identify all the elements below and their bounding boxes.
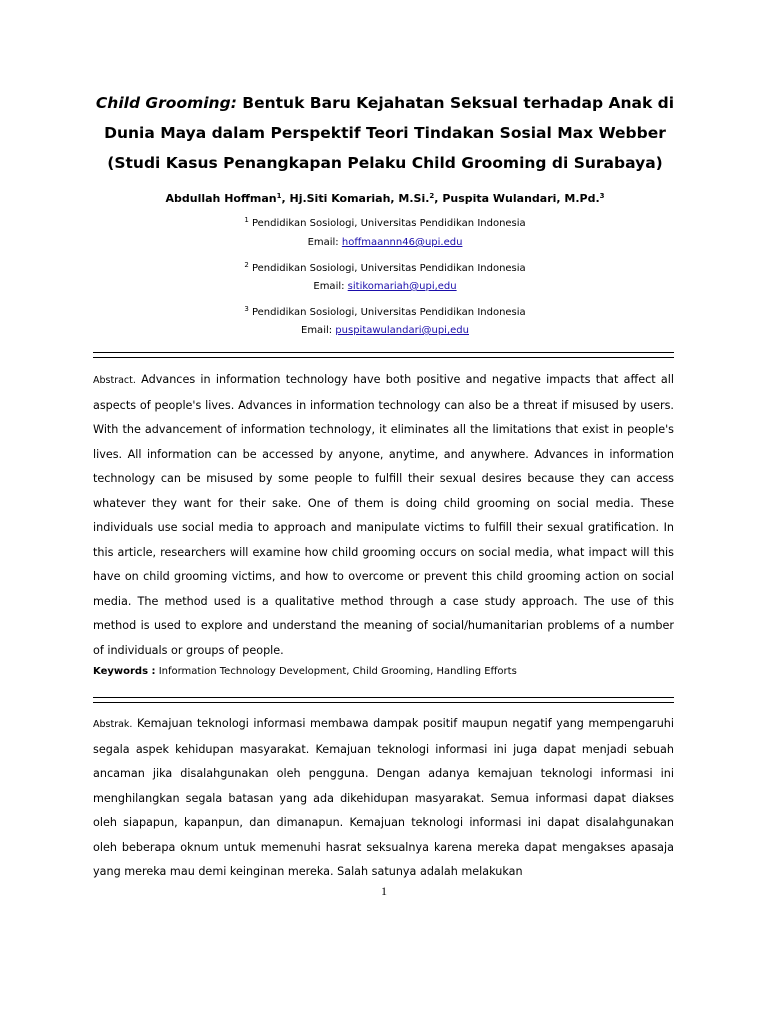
author-name: Hj.Siti Komariah, M.Si.	[289, 192, 430, 205]
email-label: Email:	[307, 237, 342, 248]
abstract-english	[93, 368, 674, 663]
email-label: Email:	[301, 325, 336, 336]
affiliation-1-email	[95, 236, 675, 250]
affiliation-marker: 3	[244, 305, 249, 313]
author-list	[95, 186, 675, 209]
abstrak-text: Kemajuan teknologi informasi membawa dampak positif maupun negatif yang mempengaruhi segala aspek kehidupan masyarakat. Kemajuan teknologi informasi ini juga dapat menjadi sebuah ancaman jika disalahgunakan oleh pengguna. Dengan adanya kemajuan teknologi informasi ini menghilangkan segala batasan yang ada dikehidupan masyarakat. Semua informasi dapat diakses oleh siapapun, kapanpun, dan dimanapun. Kemajuan teknologi informasi ini dapat disalahgunakan oleh beberapa oknum untuk memenuhi hasrat seksualnya karena mereka dapat mengakses apasaja yang mereka mau demi keinginan mereka. Salah satunya adalah melakukan	[93, 717, 674, 878]
author-name: Puspita Wulandari, M.Pd.	[442, 192, 600, 205]
affiliation-3-email	[95, 324, 675, 338]
keywords-label: Keywords :	[93, 666, 156, 677]
author-affiliation-marker: 1	[276, 192, 282, 200]
abstract-indonesian	[93, 712, 674, 885]
email-link-2[interactable]: sitikomariah@upi,edu	[347, 281, 457, 292]
email-label: Email:	[313, 281, 348, 292]
abstract-text: Advances in information technology have both positive and negative impacts that affect all aspects of people's lives. Advances in information technology can also be a threat if misused by users. With the advancement of information technology, it eliminates all the limitations that exist in people's lives. All information can be accessed by anyone, anytime, and anywhere. Advances in information technology can be misused by some people to fulfill their sexual desires because they can access whatever they want for their sake. One of them is doing child grooming on social media. These individuals use social media to approach and manipulate victims to fulfill their sexual gratification. In this article, researchers will examine how child grooming occurs on social media, what impact will this have on child grooming victims, and how to overcome or prevent this child grooming action on social media. The method used is a qualitative method through a case study approach. The use of this method is used to explore and understand the meaning of social/humanitarian problems of a number of individuals or groups of people.	[93, 373, 674, 657]
email-link-3[interactable]: puspitawulandari@upi,edu	[335, 325, 469, 336]
author-affiliation-marker: 3	[599, 192, 605, 200]
affiliation-2	[95, 258, 675, 276]
author-name: Abdullah Hoffman	[165, 192, 277, 205]
section-divider	[93, 352, 674, 358]
section-divider	[93, 697, 674, 703]
affiliation-2-email	[95, 280, 675, 294]
abstract-label: Abstract.	[93, 375, 136, 386]
affiliation-institution: Pendidikan Sosiologi, Universitas Pendidikan Indonesia	[251, 218, 526, 229]
author-separator: ,	[434, 192, 443, 205]
page-number: 1	[381, 884, 387, 898]
keywords-text: Information Technology Development, Child Grooming, Handling Efforts	[155, 666, 517, 677]
title-italic-part: Child Grooming:	[95, 94, 237, 112]
affiliation-1	[95, 213, 675, 231]
affiliation-marker: 1	[244, 216, 249, 224]
keywords	[93, 664, 674, 680]
affiliation-institution: Pendidikan Sosiologi, Universitas Pendidikan Indonesia	[251, 263, 526, 274]
paper-title	[95, 88, 675, 178]
affiliation-institution: Pendidikan Sosiologi, Universitas Pendidikan Indonesia	[251, 307, 526, 318]
affiliation-3	[95, 302, 675, 320]
email-link-1[interactable]: hoffmaannn46@upi.edu	[341, 237, 463, 248]
affiliation-marker: 2	[244, 261, 249, 269]
title-main-part: Bentuk Baru Kejahatan Seksual terhadap Anak di Dunia Maya dalam Perspektif Teori Tindakan Sosial Max Webber (Studi Kasus Penangkapan Pelaku Child Grooming di Surabaya)	[104, 94, 675, 172]
abstrak-label: Abstrak.	[93, 719, 133, 730]
author-affiliation-marker: 2	[429, 192, 435, 200]
author-separator: ,	[281, 192, 290, 205]
